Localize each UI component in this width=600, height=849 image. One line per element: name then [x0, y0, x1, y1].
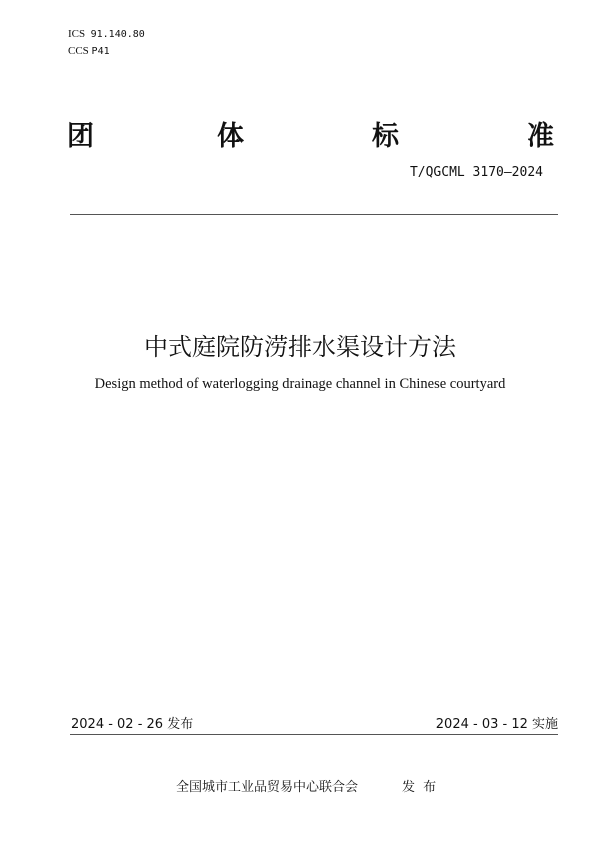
standard-type-char-1: 团 [67, 121, 94, 152]
footer-divider [70, 734, 558, 735]
standard-type-char-2: 体 [217, 121, 244, 152]
publish-label: 发 布 [402, 780, 437, 795]
ics-label: ICS [68, 28, 86, 40]
ccs-label: CCS [68, 45, 89, 57]
standard-type-char-4: 准 [527, 121, 554, 152]
document-title-zh: 中式庭院防涝排水渠设计方法 [144, 333, 456, 361]
ics-value: 91.140.80 [90, 29, 145, 40]
ccs-value: P41 [91, 46, 110, 57]
standard-type-char-3: 标 [372, 121, 399, 152]
ics-code [68, 28, 145, 40]
implementation-date: 2024 - 03 - 12 实施 [435, 717, 558, 732]
ccs-code [68, 45, 110, 57]
header-divider [70, 214, 558, 215]
document-title-en: Design method of waterlogging drainage channel in Chinese courtyard [94, 376, 506, 392]
publisher-name: 全国城市工业品贸易中心联合会 [176, 780, 359, 795]
standard-number: T/QGCML 3170—2024 [409, 165, 543, 180]
issue-date: 2024 - 02 - 26 发布 [71, 717, 194, 732]
